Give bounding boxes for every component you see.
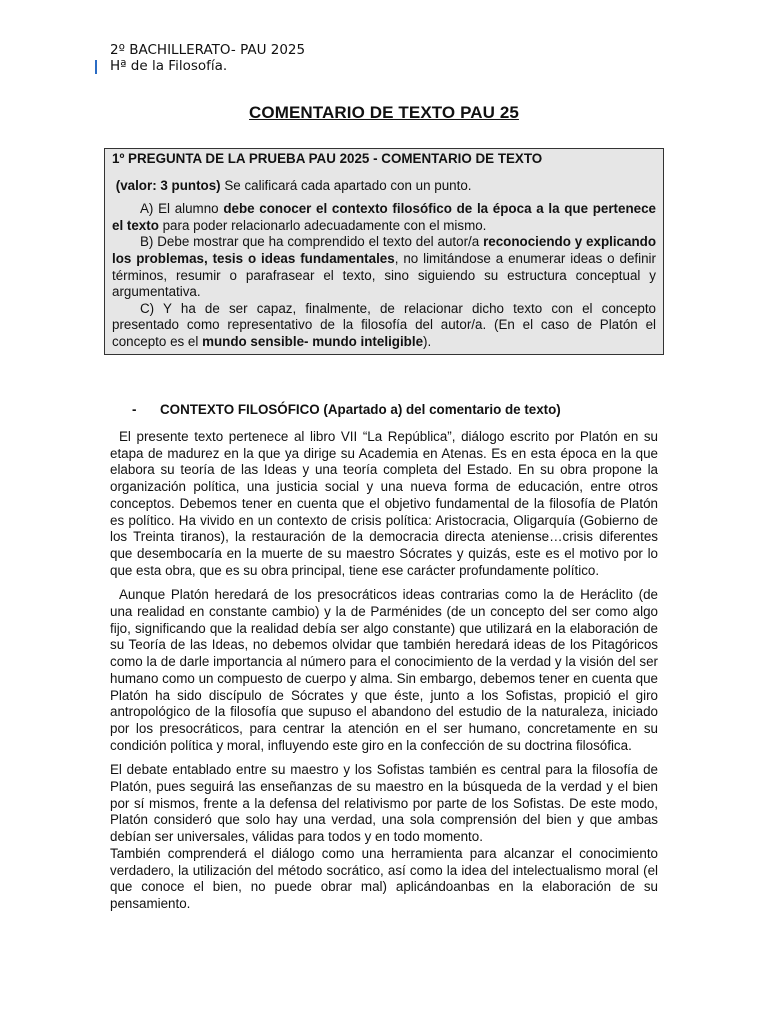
bullet-dash: - bbox=[132, 402, 137, 417]
body-text bbox=[110, 429, 658, 921]
value-text: Se calificará cada apartado con un punto. bbox=[220, 177, 472, 193]
criterion-a-end: para poder relacionarlo adecuadamente con el mismo. bbox=[158, 217, 487, 233]
criterion-b-end: , no limitándose a enumerar ideas o definir términos, resumir o parafrasear el texto, sino siguiendo su estructura conceptual y argumentativa. bbox=[112, 250, 656, 300]
criterion-c bbox=[112, 301, 656, 351]
value-bold: (valor: 3 puntos) bbox=[115, 177, 221, 193]
criterion-b bbox=[112, 234, 656, 300]
criterion-a-text: A) El alumno bbox=[140, 201, 224, 217]
page-title: COMENTARIO DE TEXTO PAU 25 bbox=[249, 103, 519, 122]
question-heading: 1º PREGUNTA DE LA PRUEBA PAU 2025 - COMENTARIO DE TEXTO bbox=[112, 151, 543, 166]
question-value bbox=[112, 178, 656, 195]
instructions-box bbox=[104, 148, 664, 355]
criterion-b-text: B) Debe mostrar que ha comprendido el texto del autor/a bbox=[140, 234, 484, 250]
criterion-b-bold: reconociendo y explicando los problemas, tesis o ideas fundamentales bbox=[112, 234, 656, 266]
header-subject: Hª de la Filosofía. bbox=[110, 58, 228, 74]
criterion-c-end: ). bbox=[423, 333, 432, 349]
paragraph: También comprenderá el diálogo como una herramienta para alcanzar el conocimiento verdadero, la utilización del método socrático, así como la idea del intelectualismo moral (el que conoce el bien, no puede obrar mal) aplicándoanbas en la elaboración de su pensamiento. bbox=[110, 845, 658, 911]
text-cursor bbox=[95, 60, 97, 74]
document-header bbox=[110, 42, 305, 74]
paragraph: El presente texto pertenece al libro VII “La República”, diálogo escrito por Platón en su etapa de madurez en la que ya dirige su Academia en Atenas. Es en esta época en la que elabora su teoría de las Ideas y una teoría completa del Estado. En su obra propone la organización política, una justicia social y una nueva forma de educación, entre otros conceptos. Debemos tener en cuenta que el objetivo fundamental de la filosofía de Platón es político. Ha vivido en un contexto de crisis política: Aristocracia, Oligarquía (Gobierno de los Treinta tiranos), la restauración de la democracia directa ateniense…crisis diferentes que desembocaría en la muerte de su maestro Sócrates y quizás, este es el motivo por lo que esta obra, que es su obra principal, tiene ese carácter profundamente político. bbox=[110, 429, 658, 578]
criterion-a bbox=[112, 201, 656, 234]
section-heading bbox=[132, 402, 561, 417]
section-heading-text: CONTEXTO FILOSÓFICO (Apartado a) del comentario de texto) bbox=[160, 402, 561, 417]
paragraph: Aunque Platón heredará de los presocráticos ideas contrarias como la de Heráclito (de una realidad en constante cambio) y la de Parménides (de un concepto del ser como algo fijo, significando que la realidad debía ser algo constante) que utilizará en la elaboración de su Teoría de las Ideas, no debemos olvidar que también heredará ideas de los Pitagóricos como la de darle importancia al número para el conocimiento de la verdad y la visión del ser humano como un compuesto de cuerpo y alma. Sin embargo, debemos tener en cuenta que Platón ha sido discípulo de Sócrates y que éste, junto a los Sofistas, propició el giro antropológico de la filosofía que supuso el abandono del estudio de la naturaleza, iniciado por los presocráticos, para centrar la atención en el ser humano, concretamente en su condición política y moral, influyendo este giro en la confección de su doctrina filosófica. bbox=[110, 587, 658, 753]
criterion-a-bold: debe conocer el contexto filosófico de la época a la que pertenece el texto bbox=[112, 201, 656, 233]
paragraph: El debate entablado entre su maestro y los Sofistas también es central para la filosofía de Platón, pues seguirá las enseñanzas de su maestro en la búsqueda de la verdad y el bien por sí mismos, frente a la defensa del relativismo por parte de los Sofistas. De este modo, Platón consideró que solo hay una verdad, una sola comprensión del bien y que ambas debían ser universales, válidas para todos y en todo momento. bbox=[110, 762, 658, 845]
criterion-c-bold: mundo sensible- mundo inteligible bbox=[202, 333, 424, 349]
header-course: 2º BACHILLERATO- PAU 2025 bbox=[110, 42, 306, 58]
criterion-c-text: C) Y ha de ser capaz, finalmente, de relacionar dicho texto con el concepto presentado como representativo de la filosofía del autor/a. (En el caso de Platón el concepto es el bbox=[112, 300, 656, 349]
